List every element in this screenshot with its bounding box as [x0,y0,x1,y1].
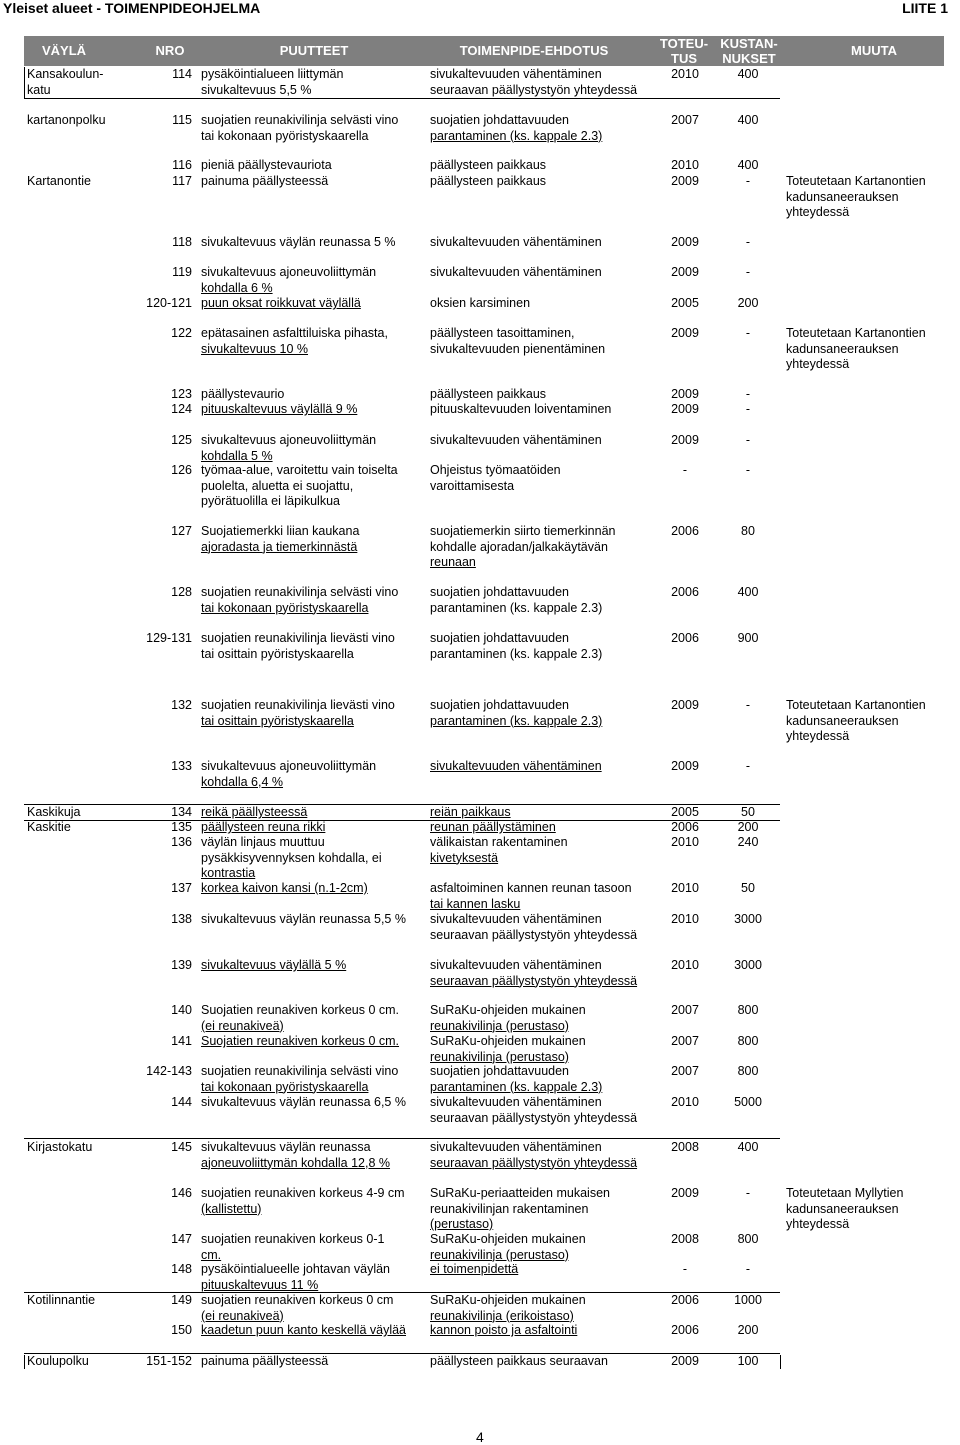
cell-tot: 2009 [671,1354,699,1368]
cell-puutteet: tai kokonaan pyöristyskaarella [201,600,369,615]
cell-muuta: yhteydessä [786,1217,850,1231]
column-header-toteutus-2: TUS [671,51,697,66]
cell-puutteet: sivukaltevuus 10 % [201,341,309,356]
cell-puutteet: Suojatien reunakiven korkeus 0 cm. [201,1034,400,1048]
cell-kust: 900 [737,631,759,645]
cell-ehdotus: sivukaltevuuden vähentäminen [430,235,602,249]
cell-tot: 2006 [671,1293,699,1307]
cell-ehdotus: reunakivilinja (perustaso) [430,1018,569,1033]
cell-nro: 120-121 [146,296,192,310]
cell-ehdotus: seuraavan päällystystyön yhteydessä [430,82,638,97]
cell-puutteet: pituuskaltevuus väylällä 9 % [201,402,358,416]
cell-kust: 200 [737,820,759,834]
cell-kust: 200 [737,296,759,310]
cell-ehdotus: kohdalle ajoradan/jalkakäytävän [430,539,608,554]
cell-kust: - [745,326,751,340]
cell-puutteet: sivukaltevuus väylän reunassa [201,1140,371,1154]
cell-tot: 2006 [671,820,699,834]
column-border [24,1355,25,1369]
cell-puutteet: suojatien reunakivilinja selvästi vino [201,585,399,599]
cell-nro: 119 [172,265,192,279]
cell-ehdotus: reunan päällystäminen [430,820,556,834]
cell-tot: 2010 [671,158,699,172]
cell-puutteet: epätasainen asfalttiluiska pihasta, [201,326,388,340]
document-title: Yleiset alueet - TOIMENPIDEOHJELMA [3,0,261,16]
cell-puutteet: päällystevaurio [201,387,285,401]
cell-puutteet: kohdalla 5 % [201,448,273,463]
cell-kust: 800 [737,1064,759,1078]
cell-puutteet: sivukaltevuus 5,5 % [201,82,312,97]
cell-kust: - [745,174,751,188]
cell-muuta: Toteutetaan Kartanontien [786,326,926,340]
cell-ehdotus: ei toimenpidettä [430,1262,519,1276]
cell-kust: 50 [741,881,755,895]
cell-ehdotus: SuRaKu-ohjeiden mukainen [430,1003,586,1017]
cell-ehdotus: parantaminen (ks. kappale 2.3) [430,600,603,615]
cell-nro: 122 [171,326,192,340]
cell-puutteet: pysäkkisyvennyksen kohdalla, ei [201,850,382,865]
cell-nro: 145 [171,1140,192,1154]
cell-kust: 400 [737,113,759,127]
cell-vayla: kartanonpolku [27,113,106,127]
cell-kust: 400 [737,158,759,172]
cell-ehdotus: seuraavan päällystystyön yhteydessä [430,1110,638,1125]
cell-ehdotus: Ohjeistus työmaatöiden [430,463,561,477]
cell-kust: 400 [737,67,759,81]
cell-nro: 149 [171,1293,192,1307]
cell-puutteet: ajoneuvoliittymän kohdalla 12,8 % [201,1155,391,1170]
cell-puutteet: suojatien reunakiven korkeus 0-1 [201,1232,385,1246]
cell-puutteet: pysäköintialueen liittymän [201,67,344,81]
cell-kust: - [745,698,751,712]
cell-nro: 127 [171,524,192,538]
cell-kust: 800 [737,1232,759,1246]
cell-ehdotus: suojatien johdattavuuden [430,113,570,127]
cell-kust: - [745,387,751,401]
cell-kust: 400 [737,585,759,599]
cell-kust: - [745,402,751,416]
cell-tot: 2009 [671,433,699,447]
cell-kust: 1000 [734,1293,762,1307]
cell-nro: 117 [172,174,192,188]
cell-puutteet: korkea kaivon kansi (n.1-2cm) [201,881,368,895]
cell-tot: 2009 [671,265,699,279]
cell-vayla: Koulupolku [27,1354,89,1368]
cell-puutteet: tai kokonaan pyöristyskaarella [201,128,369,143]
cell-puutteet: Suojatien reunakiven korkeus 0 cm. [201,1003,400,1017]
page-number: 4 [476,1429,484,1445]
cell-puutteet: sivukaltevuus ajoneuvoliittymän [201,265,377,279]
cell-tot: 2010 [671,881,699,895]
cell-kust: 800 [737,1003,759,1017]
cell-ehdotus: reiän paikkaus [430,805,511,819]
cell-nro: 150 [171,1323,192,1337]
cell-puutteet: suojatien reunakivilinja lievästi vino [201,631,395,645]
cell-puutteet: puun oksat roikkuvat väylällä [201,296,361,310]
cell-muuta: Toteutetaan Myllytien [786,1186,904,1200]
cell-tot: 2008 [671,1232,699,1246]
cell-ehdotus: sivukaltevuuden vähentäminen [430,1140,602,1154]
cell-tot: 2010 [671,835,699,849]
appendix-label: LIITE 1 [902,0,948,16]
row-divider [24,1353,780,1354]
cell-ehdotus: päällysteen paikkaus [430,387,547,401]
cell-ehdotus: reunaan [430,555,476,569]
cell-puutteet: päällysteen reuna rikki [201,820,326,834]
cell-puutteet: (ei reunakiveä) [201,1018,284,1033]
cell-ehdotus: sivukaltevuuden vähentäminen [430,1095,602,1109]
row-divider [24,820,780,821]
cell-muuta: kadunsaneerauksen [786,1201,899,1216]
cell-tot: 2005 [671,805,699,819]
cell-kust: - [745,265,751,279]
cell-ehdotus: sivukaltevuuden vähentäminen [430,759,602,773]
cell-ehdotus: suojatien johdattavuuden [430,631,570,645]
cell-nro: 133 [171,759,192,773]
cell-kust: 240 [737,835,759,849]
cell-kust: 80 [741,524,755,538]
cell-ehdotus: kivetyksestä [430,850,499,865]
cell-ehdotus: välikaistan rakentaminen [430,835,568,849]
cell-nro: 128 [171,585,192,599]
cell-tot: 2009 [671,387,699,401]
cell-ehdotus: asfaltoiminen kannen reunan tasoon [430,881,632,895]
cell-puutteet: painuma päällysteessä [201,1354,329,1368]
cell-ehdotus: (perustaso) [430,1217,494,1231]
cell-nro: 132 [171,698,192,712]
cell-ehdotus: kannon poisto ja asfaltointi [430,1323,578,1337]
cell-ehdotus: reunakivilinjan rakentaminen [430,1201,589,1216]
cell-tot: - [682,1262,688,1276]
cell-ehdotus: parantaminen (ks. kappale 2.3) [430,128,603,143]
cell-tot: 2009 [671,698,699,712]
cell-vayla: Kaskitie [27,820,71,834]
cell-puutteet: tai osittain pyöristyskaarella [201,713,354,728]
cell-muuta: yhteydessä [786,205,850,219]
cell-kust: 200 [737,1323,759,1337]
cell-ehdotus: sivukaltevuuden vähentäminen [430,67,602,81]
column-header-kustannukset-1: KUSTAN- [720,36,778,51]
cell-ehdotus: parantaminen (ks. kappale 2.3) [430,713,603,728]
cell-nro: 123 [171,387,192,401]
cell-muuta: kadunsaneerauksen [786,189,899,204]
cell-nro: 135 [171,820,192,834]
cell-kust: 100 [737,1354,759,1368]
cell-puutteet: ajoradasta ja tiemerkinnästä [201,539,358,554]
cell-ehdotus: sivukaltevuuden pienentäminen [430,341,606,356]
cell-kust: - [745,1186,751,1200]
cell-ehdotus: päällysteen paikkaus [430,158,547,172]
cell-kust: - [745,463,751,477]
cell-ehdotus: varoittamisesta [430,478,515,493]
cell-nro: 147 [171,1232,192,1246]
cell-kust: 400 [737,1140,759,1154]
cell-nro: 140 [171,1003,192,1017]
cell-puutteet: sivukaltevuus väylän reunassa 5 % [201,235,396,249]
cell-ehdotus: SuRaKu-ohjeiden mukainen [430,1034,586,1048]
cell-ehdotus: seuraavan päällystystyön yhteydessä [430,1155,638,1170]
cell-puutteet: sivukaltevuus ajoneuvoliittymän [201,759,377,773]
cell-nro: 115 [172,113,192,127]
cell-ehdotus: suojatiemerkin siirto tiemerkinnän [430,524,616,538]
cell-tot: 2010 [671,958,699,972]
cell-ehdotus: tai kannen lasku [430,896,521,911]
cell-tot: 2006 [671,524,699,538]
cell-nro: 139 [171,958,192,972]
cell-ehdotus: suojatien johdattavuuden [430,698,570,712]
cell-tot: 2009 [671,1186,699,1200]
cell-puutteet: kaadetun puun kanto keskellä väylää [201,1323,407,1337]
cell-nro: 144 [171,1095,192,1109]
cell-nro: 124 [171,402,192,416]
cell-tot: 2010 [671,67,699,81]
cell-nro: 141 [171,1034,192,1048]
cell-puutteet: pituuskaltevuus 11 % [201,1277,319,1292]
cell-vayla: katu [27,82,51,97]
column-header-nro: NRO [155,43,185,58]
cell-puutteet: cm. [201,1247,222,1262]
cell-muuta: Toteutetaan Kartanontien [786,698,926,712]
cell-puutteet: (kallistettu) [201,1201,262,1216]
cell-puutteet: Suojatiemerkki liian kaukana [201,524,360,538]
cell-tot: - [682,463,688,477]
column-border [780,1355,781,1369]
cell-puutteet: kohdalla 6,4 % [201,774,284,789]
cell-nro: 146 [171,1186,192,1200]
cell-ehdotus: reunakivilinja (perustaso) [430,1049,569,1064]
cell-muuta: kadunsaneerauksen [786,341,899,356]
cell-kust: 3000 [734,958,762,972]
cell-puutteet: työmaa-alue, varoitettu vain toiselta [201,463,398,477]
cell-tot: 2006 [671,631,699,645]
cell-muuta: Toteutetaan Kartanontien [786,174,926,188]
cell-vayla: Kotilinnantie [27,1293,96,1307]
column-header-puutteet: PUUTTEET [279,43,349,58]
cell-muuta: kadunsaneerauksen [786,713,899,728]
cell-tot: 2009 [671,235,699,249]
cell-nro: 129-131 [146,631,192,645]
cell-puutteet: kontrastia [201,866,256,880]
cell-kust: - [745,235,751,249]
cell-nro: 136 [171,835,192,849]
cell-vayla: Kirjastokatu [27,1140,93,1154]
cell-ehdotus: pituuskaltevuuden loiventaminen [430,402,612,416]
cell-ehdotus: päällysteen paikkaus [430,174,547,188]
cell-muuta: yhteydessä [786,357,850,371]
cell-puutteet: suojatien reunakivilinja selvästi vino [201,1064,399,1078]
cell-tot: 2006 [671,1323,699,1337]
cell-ehdotus: suojatien johdattavuuden [430,585,570,599]
cell-puutteet: sivukaltevuus väylällä 5 % [201,958,347,972]
column-header-bar [24,36,944,66]
column-header-ehdotus: TOIMENPIDE-EHDOTUS [459,43,609,58]
cell-ehdotus: SuRaKu-ohjeiden mukainen [430,1293,586,1307]
cell-ehdotus: parantaminen (ks. kappale 2.3) [430,1079,603,1094]
column-header-muuta: MUUTA [851,43,897,58]
cell-ehdotus: reunakivilinja (erikoistaso) [430,1308,574,1323]
cell-puutteet: kohdalla 6 % [201,280,273,295]
cell-kust: 800 [737,1034,759,1048]
cell-nro: 137 [171,881,192,895]
cell-muuta: yhteydessä [786,729,850,743]
cell-vayla: Kaskikuja [27,805,81,819]
cell-nro: 142-143 [146,1064,192,1078]
cell-nro: 125 [171,433,192,447]
cell-puutteet: sivukaltevuus väylän reunassa 6,5 % [201,1095,406,1109]
cell-tot: 2006 [671,585,699,599]
cell-nro: 151-152 [146,1354,192,1368]
cell-tot: 2010 [671,1095,699,1109]
cell-ehdotus: seuraavan päällystystyön yhteydessä [430,973,638,988]
cell-puutteet: suojatien reunakivilinja lievästi vino [201,698,395,712]
cell-tot: 2009 [671,402,699,416]
cell-kust: 3000 [734,912,762,926]
cell-vayla: Kartanontie [27,174,91,188]
cell-kust: - [745,1262,751,1276]
cell-ehdotus: SuRaKu-periaatteiden mukaisen [430,1186,610,1200]
cell-puutteet: sivukaltevuus väylän reunassa 5,5 % [201,912,406,926]
cell-ehdotus: seuraavan päällystystyön yhteydessä [430,927,638,942]
cell-tot: 2005 [671,296,699,310]
cell-ehdotus: suojatien johdattavuuden [430,1064,570,1078]
cell-kust: 5000 [734,1095,762,1109]
cell-ehdotus: sivukaltevuuden vähentäminen [430,912,602,926]
cell-nro: 116 [172,158,192,172]
cell-tot: 2009 [671,759,699,773]
cell-tot: 2009 [671,326,699,340]
cell-ehdotus: parantaminen (ks. kappale 2.3) [430,646,603,661]
cell-ehdotus: päällysteen paikkaus seuraavan [430,1354,608,1368]
cell-ehdotus: sivukaltevuuden vähentäminen [430,958,602,972]
cell-kust: - [745,759,751,773]
cell-ehdotus: oksien karsiminen [430,296,531,310]
cell-ehdotus: reunakivilinja (perustaso) [430,1247,569,1262]
cell-puutteet: reikä päällysteessä [201,805,308,819]
cell-tot: 2007 [671,1064,699,1078]
row-divider [24,1138,780,1139]
row-divider [24,98,780,99]
cell-puutteet: (ei reunakiveä) [201,1308,284,1323]
cell-puutteet: puolelta, aluetta ei suojattu, [201,478,354,493]
cell-kust: 50 [741,805,755,819]
cell-vayla: Kansakoulun- [27,67,104,81]
column-header-vayla: VÄYLÄ [41,43,87,58]
cell-puutteet: pysäköintialueelle johtavan väylän [201,1262,391,1276]
cell-tot: 2010 [671,912,699,926]
cell-kust: - [745,433,751,447]
cell-puutteet: suojatien reunakiven korkeus 4-9 cm [201,1186,405,1200]
cell-tot: 2007 [671,1003,699,1017]
cell-puutteet: väylän linjaus muuttuu [201,835,325,849]
cell-tot: 2009 [671,174,699,188]
cell-tot: 2008 [671,1140,699,1154]
cell-puutteet: tai osittain pyöristyskaarella [201,646,354,661]
cell-nro: 138 [171,912,192,926]
cell-puutteet: sivukaltevuus ajoneuvoliittymän [201,433,377,447]
cell-ehdotus: sivukaltevuuden vähentäminen [430,265,602,279]
cell-tot: 2007 [671,113,699,127]
cell-nro: 148 [171,1262,192,1276]
cell-nro: 134 [171,805,192,819]
cell-puutteet: painuma päällysteessä [201,174,329,188]
cell-nro: 114 [172,67,192,81]
row-divider [24,1292,780,1293]
cell-ehdotus: SuRaKu-ohjeiden mukainen [430,1232,586,1246]
column-header-toteutus-1: TOTEU- [659,36,709,51]
cell-tot: 2007 [671,1034,699,1048]
column-border [24,67,25,98]
cell-ehdotus: päällysteen tasoittaminen, [430,326,575,340]
row-divider [24,804,780,805]
cell-puutteet: tai kokonaan pyöristyskaarella [201,1079,369,1094]
cell-nro: 126 [171,463,192,477]
cell-puutteet: suojatien reunakivilinja selvästi vino [201,113,399,127]
cell-puutteet: pyörätuolilla ei läpikulkua [201,494,340,508]
cell-nro: 118 [172,235,192,249]
cell-puutteet: pieniä päällystevauriota [201,158,332,172]
cell-ehdotus: sivukaltevuuden vähentäminen [430,433,602,447]
cell-puutteet: suojatien reunakiven korkeus 0 cm [201,1293,394,1307]
column-header-kustannukset-2: NUKSET [722,51,776,66]
